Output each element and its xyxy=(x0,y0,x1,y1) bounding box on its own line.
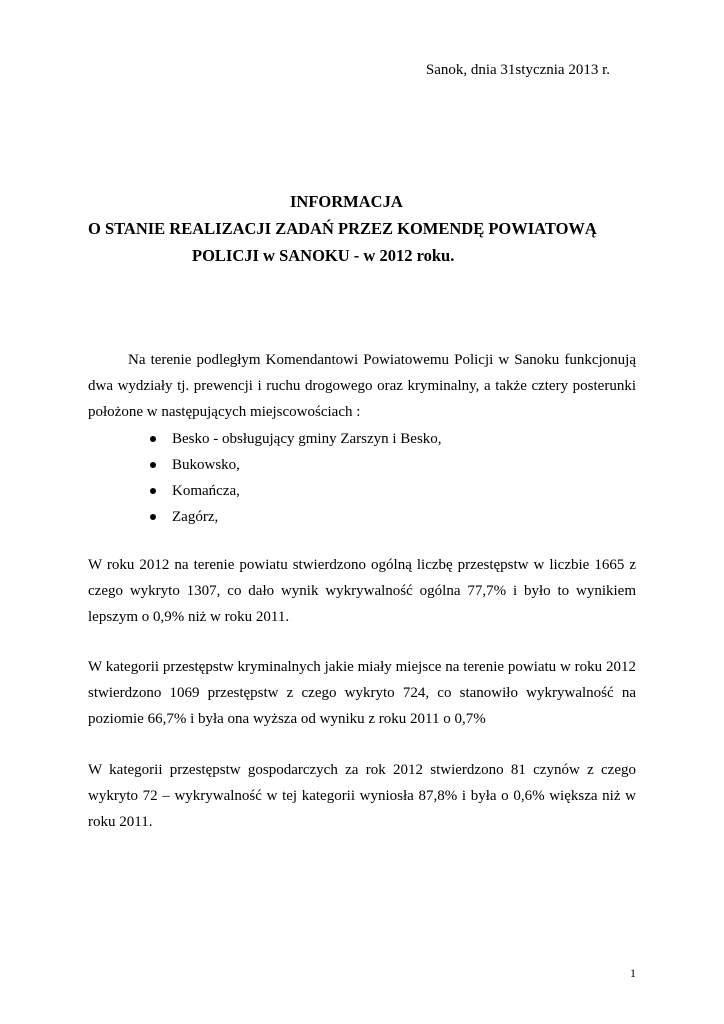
list-item-label: Besko - obsługujący gminy Zarszyn i Besko, xyxy=(172,431,442,447)
list-item xyxy=(150,426,442,452)
title-line-1: INFORMACJA xyxy=(290,192,403,211)
title-line-3: POLICJI w SANOKU - w 2012 roku. xyxy=(192,246,455,265)
paragraph-overall-crime: W roku 2012 na terenie powiatu stwierdzono ogólną liczbę przestępstw w liczbie 1665 z czego wykryto 1307, co dało wynik wykrywalność ogólna 77,7% i było to wynikiem lepszym o 0,9% niż w roku 2011. xyxy=(88,557,636,625)
bullet-icon xyxy=(150,514,156,520)
bullet-icon xyxy=(150,462,156,468)
paragraph-criminal-category: W kategorii przestępstw kryminalnych jakie miały miejsce na terenie powiatu w roku 2012 stwierdzono 1069 przestępstw z czego wykryto 724, co stanowiło wykrywalność na poziomie 66,7% i była ona wyższa od wyniku z roku 2011 o 0,7% xyxy=(88,659,636,727)
list-item-label: Komańcza, xyxy=(172,483,240,499)
list-item xyxy=(150,478,442,504)
page-number: 1 xyxy=(630,966,636,980)
date-line: Sanok, dnia 31stycznia 2013 r. xyxy=(425,62,610,78)
list-item-label: Bukowsko, xyxy=(172,457,240,473)
paragraph-economic-category: W kategorii przestępstw gospodarczych za rok 2012 stwierdzono 81 czynów z czego wykryto 72 – wykrywalność w tej kategorii wyniosła 87,8% i była o 0,6% większa niż w roku 2011. xyxy=(88,762,636,830)
list-item-label: Zagórz, xyxy=(172,509,219,525)
bullet-icon xyxy=(150,436,156,442)
bullet-icon xyxy=(150,488,156,494)
posterunki-list xyxy=(150,426,442,530)
document-title xyxy=(0,188,724,269)
intro-paragraph: Na terenie podległym Komendantowi Powiatowemu Policji w Sanoku funkcjonują dwa wydziały tj. prewencji i ruchu drogowego oraz kryminalny, a także cztery posterunki położone w następujących miejscowościach : xyxy=(88,352,636,420)
list-item xyxy=(150,452,442,478)
list-item xyxy=(150,504,442,530)
title-line-2: O STANIE REALIZACJI ZADAŃ PRZEZ KOMENDĘ POWIATOWĄ xyxy=(88,219,597,238)
